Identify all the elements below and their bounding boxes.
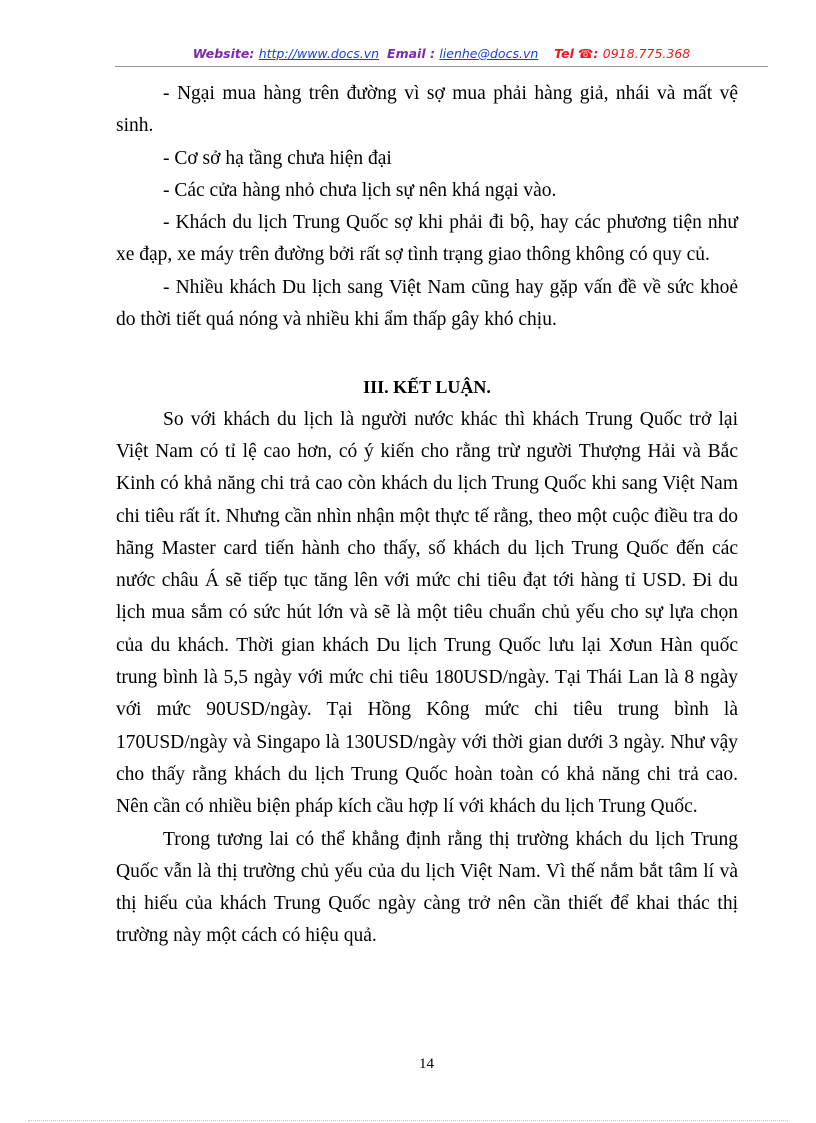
header-divider <box>115 66 768 67</box>
email-label: Email <box>387 46 426 61</box>
tel-label: Tel <box>554 46 574 61</box>
website-label: Website <box>192 46 250 61</box>
page-header: Website: http://www.docs.vn Email : lienhe@docs.vn Tel ☎: 0918.775.368 <box>192 46 691 61</box>
paragraph: - Các cửa hàng nhỏ chưa lịch sự nên khá ngại vào. <box>163 179 557 201</box>
paragraph: So với khách du lịch là người nước khác thì khách Trung Quốc trở lại Việt Nam có tỉ lệ cao hơn, có ý kiến cho rằng trừ người Thượng Hải và Bắc Kinh có khả năng chi trả cao còn khách du lịch Trung Quốc khi sang Việt Nam chi tiêu rất ít. Nhưng cần nhìn nhận một thực tế rằng, theo một cuộc điều tra do hãng Master card tiến hành cho thấy, số khách du lịch Trung Quốc đến các nước châu Á sẽ tiếp tục tăng lên với mức chi tiêu đạt tới hàng tỉ USD. Đi du lịch mua sắm có sức hút lớn và sẽ là một tiêu chuẩn chủ yếu cho sự lựa chọn của du khách. Thời gian khách Du lịch Trung Quốc lưu lại Xơun Hàn quốc trung bình là 5,5 ngày với mức chi tiêu 180USD/ngày. Tại Thái Lan là 8 ngày với mức 90USD/ngày. Tại Hồng Kông mức chi tiêu trung bình là 170USD/ngày và Singapo là 130USD/ngày với thời gian dưới 3 ngày. Như vậy cho thấy rằng khách du lịch Trung Quốc hoàn toàn có khả năng chi trả cao. Nên cần có nhiều biện pháp kích cầu hợp lí với khách du lịch Trung Quốc. <box>116 408 738 818</box>
website-link[interactable]: http://www.docs.vn <box>258 46 380 61</box>
tel-value: 0918.775.368 <box>602 46 691 61</box>
paragraph: - Cơ sở hạ tầng chưa hiện đại <box>163 147 392 169</box>
phone-icon: ☎ <box>577 46 594 61</box>
page-number: 14 <box>419 1056 434 1072</box>
paragraph: - Khách du lịch Trung Quốc sợ khi phải đi bộ, hay các phương tiện như xe đạp, xe máy trên đường bởi rất sợ tình trạng giao thông không có quy củ. <box>116 212 738 266</box>
section-heading: III. KẾT LUẬN. <box>363 377 491 398</box>
paragraph: - Ngại mua hàng trên đường vì sợ mua phải hàng giả, nhái và mất vệ sinh. <box>116 83 738 137</box>
email-link[interactable]: lienhe@docs.vn <box>439 46 539 61</box>
page-bottom-border <box>28 1120 788 1121</box>
paragraph: Trong tương lai có thể khẳng định rằng thị trường khách du lịch Trung Quốc vẫn là thị trường chủ yếu của du lịch Việt Nam. Vì thế nắm bắt tâm lí và thị hiếu của khách Trung Quốc ngày càng trở nên cần thiết để khai thác thị trường này một cách có hiệu quả. <box>116 828 738 947</box>
paragraph: - Nhiều khách Du lịch sang Việt Nam cũng hay gặp vấn đề về sức khoẻ do thời tiết quá nóng và nhiều khi ẩm thấp gây khó chịu. <box>116 276 738 331</box>
document-body <box>116 78 738 953</box>
